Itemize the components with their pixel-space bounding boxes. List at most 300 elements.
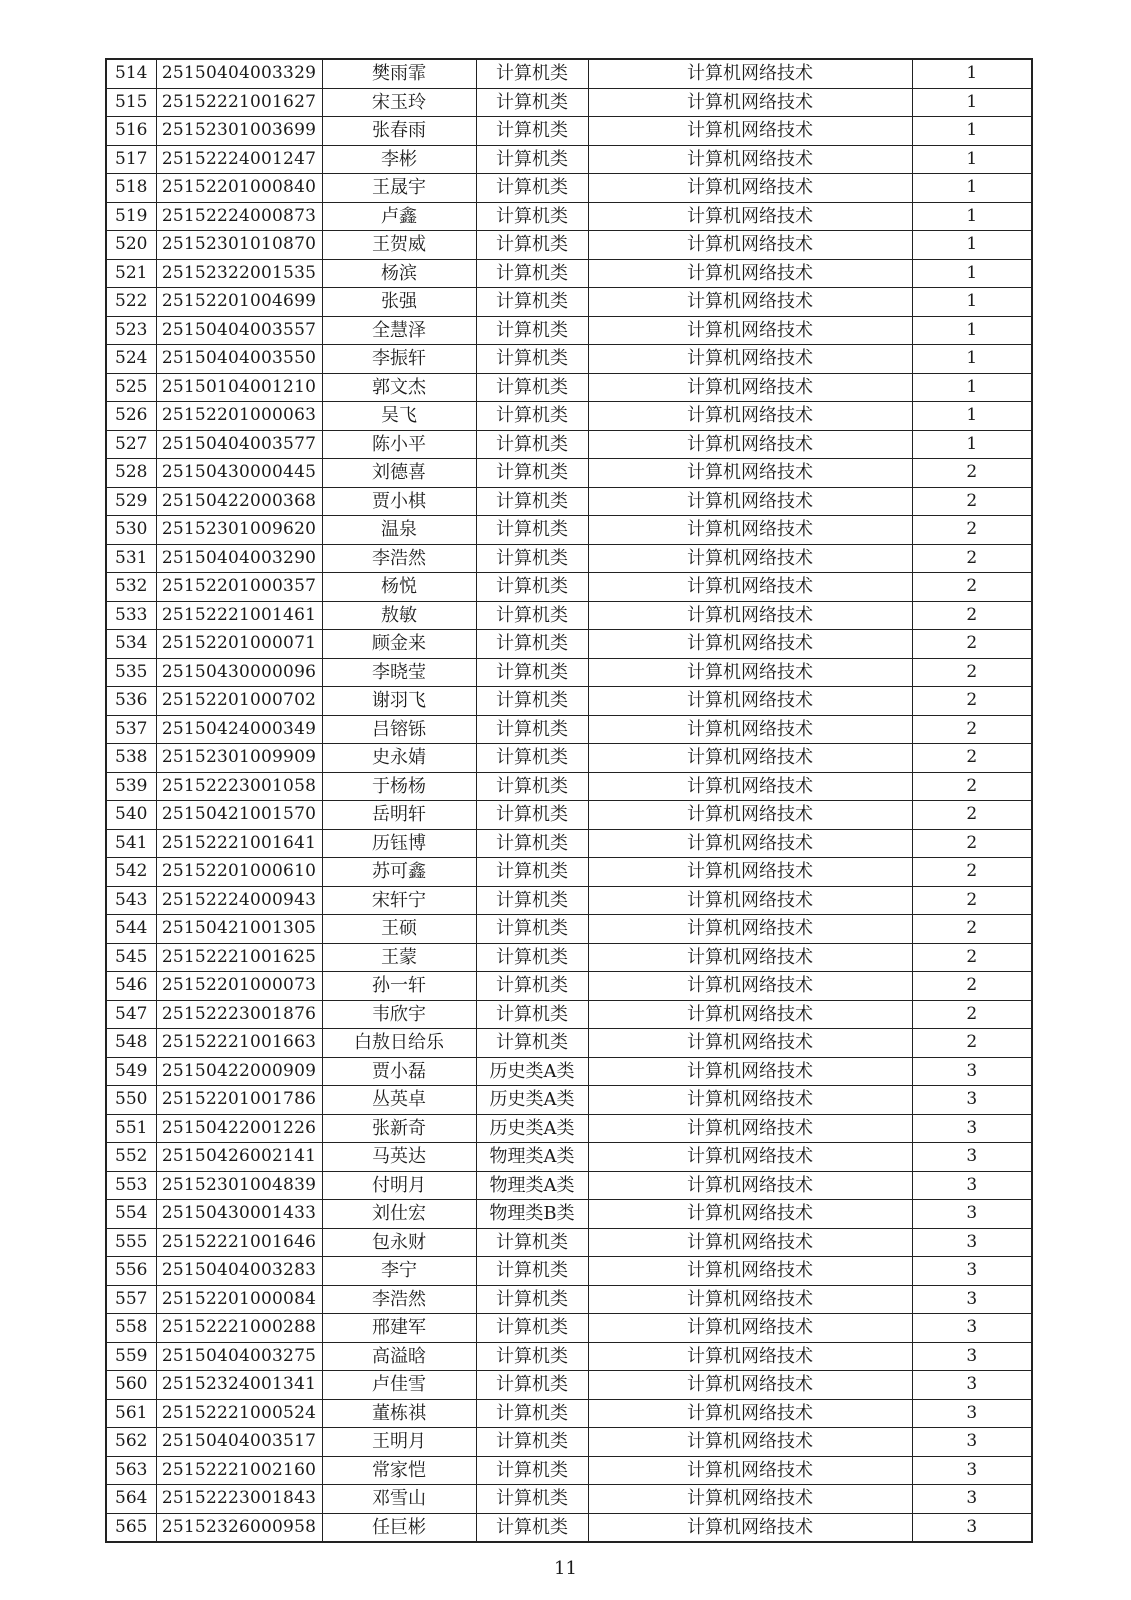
major-cell: 计算机网络技术 [588, 430, 912, 459]
student-name-cell: 岳明轩 [322, 801, 476, 830]
category-cell: 计算机类 [476, 658, 588, 687]
batch-cell: 2 [912, 573, 1032, 602]
table-row [106, 601, 1032, 630]
row-number-cell: 518 [106, 174, 156, 203]
table-row [106, 288, 1032, 317]
student-name-cell: 郭文杰 [322, 373, 476, 402]
table-row [106, 516, 1032, 545]
row-number-cell: 523 [106, 316, 156, 345]
batch-cell: 2 [912, 972, 1032, 1001]
category-cell: 计算机类 [476, 1513, 588, 1542]
major-cell: 计算机网络技术 [588, 516, 912, 545]
table-row [106, 1485, 1032, 1514]
student-name-cell: 白敖日给乐 [322, 1029, 476, 1058]
category-cell: 计算机类 [476, 1228, 588, 1257]
batch-cell: 3 [912, 1171, 1032, 1200]
student-name-cell: 丛英卓 [322, 1086, 476, 1115]
exam-id-cell: 25152301009620 [156, 516, 322, 545]
row-number-cell: 516 [106, 117, 156, 146]
row-number-cell: 519 [106, 202, 156, 231]
exam-id-cell: 25152221001646 [156, 1228, 322, 1257]
batch-cell: 1 [912, 202, 1032, 231]
exam-id-cell: 25152201000357 [156, 573, 322, 602]
student-name-cell: 李彬 [322, 145, 476, 174]
major-cell: 计算机网络技术 [588, 886, 912, 915]
category-cell: 计算机类 [476, 772, 588, 801]
major-cell: 计算机网络技术 [588, 658, 912, 687]
student-name-cell: 温泉 [322, 516, 476, 545]
table-row [106, 1513, 1032, 1542]
row-number-cell: 530 [106, 516, 156, 545]
batch-cell: 2 [912, 687, 1032, 716]
batch-cell: 2 [912, 801, 1032, 830]
exam-id-cell: 25152221002160 [156, 1456, 322, 1485]
batch-cell: 1 [912, 430, 1032, 459]
batch-cell: 2 [912, 915, 1032, 944]
exam-id-cell: 25152201001786 [156, 1086, 322, 1115]
row-number-cell: 551 [106, 1114, 156, 1143]
batch-cell: 3 [912, 1485, 1032, 1514]
major-cell: 计算机网络技术 [588, 1086, 912, 1115]
row-number-cell: 562 [106, 1428, 156, 1457]
table-row [106, 1143, 1032, 1172]
table-row [106, 801, 1032, 830]
exam-id-cell: 25152322001535 [156, 259, 322, 288]
student-name-cell: 李宁 [322, 1257, 476, 1286]
category-cell: 物理类A类 [476, 1143, 588, 1172]
major-cell: 计算机网络技术 [588, 601, 912, 630]
category-cell: 计算机类 [476, 288, 588, 317]
exam-id-cell: 25150426002141 [156, 1143, 322, 1172]
table-row [106, 1342, 1032, 1371]
student-name-cell: 张春雨 [322, 117, 476, 146]
major-cell: 计算机网络技术 [588, 630, 912, 659]
row-number-cell: 529 [106, 487, 156, 516]
major-cell: 计算机网络技术 [588, 1428, 912, 1457]
table-row [106, 174, 1032, 203]
table-row [106, 1029, 1032, 1058]
major-cell: 计算机网络技术 [588, 1143, 912, 1172]
batch-cell: 1 [912, 231, 1032, 260]
batch-cell: 2 [912, 772, 1032, 801]
table-row [106, 1314, 1032, 1343]
student-name-cell: 孙一轩 [322, 972, 476, 1001]
exam-id-cell: 25152201000073 [156, 972, 322, 1001]
table-row [106, 943, 1032, 972]
category-cell: 计算机类 [476, 1485, 588, 1514]
student-name-cell: 卢鑫 [322, 202, 476, 231]
exam-id-cell: 25152223001843 [156, 1485, 322, 1514]
row-number-cell: 549 [106, 1057, 156, 1086]
major-cell: 计算机网络技术 [588, 1285, 912, 1314]
student-name-cell: 李晓莹 [322, 658, 476, 687]
batch-cell: 1 [912, 288, 1032, 317]
batch-cell: 3 [912, 1456, 1032, 1485]
table-row [106, 202, 1032, 231]
category-cell: 历史类A类 [476, 1114, 588, 1143]
major-cell: 计算机网络技术 [588, 1513, 912, 1542]
major-cell: 计算机网络技术 [588, 1257, 912, 1286]
major-cell: 计算机网络技术 [588, 1057, 912, 1086]
table-row [106, 886, 1032, 915]
student-name-cell: 史永婧 [322, 744, 476, 773]
batch-cell: 3 [912, 1314, 1032, 1343]
student-name-cell: 敖敏 [322, 601, 476, 630]
exam-id-cell: 25152221001663 [156, 1029, 322, 1058]
exam-id-cell: 25152224000873 [156, 202, 322, 231]
batch-cell: 2 [912, 1029, 1032, 1058]
batch-cell: 3 [912, 1143, 1032, 1172]
student-name-cell: 刘仕宏 [322, 1200, 476, 1229]
batch-cell: 1 [912, 345, 1032, 374]
student-name-cell: 包永财 [322, 1228, 476, 1257]
batch-cell: 2 [912, 744, 1032, 773]
row-number-cell: 540 [106, 801, 156, 830]
table-row [106, 1371, 1032, 1400]
table-row [106, 1285, 1032, 1314]
student-name-cell: 樊雨霏 [322, 59, 476, 88]
student-name-cell: 吴飞 [322, 402, 476, 431]
table-row [106, 829, 1032, 858]
row-number-cell: 521 [106, 259, 156, 288]
row-number-cell: 560 [106, 1371, 156, 1400]
exam-id-cell: 25150421001570 [156, 801, 322, 830]
table-row [106, 1114, 1032, 1143]
category-cell: 计算机类 [476, 145, 588, 174]
row-number-cell: 541 [106, 829, 156, 858]
table-row [106, 744, 1032, 773]
batch-cell: 1 [912, 117, 1032, 146]
batch-cell: 2 [912, 516, 1032, 545]
category-cell: 计算机类 [476, 516, 588, 545]
row-number-cell: 548 [106, 1029, 156, 1058]
batch-cell: 2 [912, 601, 1032, 630]
exam-id-cell: 25150404003283 [156, 1257, 322, 1286]
student-name-cell: 马英达 [322, 1143, 476, 1172]
exam-id-cell: 25152224001247 [156, 145, 322, 174]
exam-id-cell: 25150404003577 [156, 430, 322, 459]
row-number-cell: 532 [106, 573, 156, 602]
batch-cell: 3 [912, 1200, 1032, 1229]
table-body [106, 59, 1032, 1542]
batch-cell: 3 [912, 1057, 1032, 1086]
table-row [106, 972, 1032, 1001]
student-name-cell: 常家恺 [322, 1456, 476, 1485]
exam-id-cell: 25152301004839 [156, 1171, 322, 1200]
category-cell: 计算机类 [476, 1314, 588, 1343]
batch-cell: 2 [912, 630, 1032, 659]
table-row [106, 915, 1032, 944]
category-cell: 计算机类 [476, 373, 588, 402]
batch-cell: 1 [912, 59, 1032, 88]
major-cell: 计算机网络技术 [588, 544, 912, 573]
exam-id-cell: 25152201000084 [156, 1285, 322, 1314]
table-row [106, 1399, 1032, 1428]
exam-id-cell: 25152221001625 [156, 943, 322, 972]
table-row [106, 459, 1032, 488]
major-cell: 计算机网络技术 [588, 59, 912, 88]
major-cell: 计算机网络技术 [588, 972, 912, 1001]
admission-list-table-container [105, 58, 1031, 1543]
table-row [106, 117, 1032, 146]
row-number-cell: 522 [106, 288, 156, 317]
table-row [106, 1000, 1032, 1029]
student-name-cell: 宋轩宁 [322, 886, 476, 915]
table-row [106, 402, 1032, 431]
category-cell: 计算机类 [476, 1029, 588, 1058]
row-number-cell: 550 [106, 1086, 156, 1115]
exam-id-cell: 25152221001461 [156, 601, 322, 630]
batch-cell: 3 [912, 1342, 1032, 1371]
major-cell: 计算机网络技术 [588, 145, 912, 174]
category-cell: 计算机类 [476, 1456, 588, 1485]
major-cell: 计算机网络技术 [588, 858, 912, 887]
table-row [106, 1086, 1032, 1115]
exam-id-cell: 25152201004699 [156, 288, 322, 317]
major-cell: 计算机网络技术 [588, 801, 912, 830]
row-number-cell: 553 [106, 1171, 156, 1200]
table-row [106, 1456, 1032, 1485]
batch-cell: 3 [912, 1114, 1032, 1143]
table-row [106, 88, 1032, 117]
student-name-cell: 李浩然 [322, 544, 476, 573]
student-name-cell: 任巨彬 [322, 1513, 476, 1542]
row-number-cell: 564 [106, 1485, 156, 1514]
row-number-cell: 524 [106, 345, 156, 374]
exam-id-cell: 25152221001627 [156, 88, 322, 117]
row-number-cell: 557 [106, 1285, 156, 1314]
major-cell: 计算机网络技术 [588, 943, 912, 972]
exam-id-cell: 25150421001305 [156, 915, 322, 944]
table-row [106, 630, 1032, 659]
student-name-cell: 王晟宇 [322, 174, 476, 203]
category-cell: 计算机类 [476, 231, 588, 260]
category-cell: 计算机类 [476, 59, 588, 88]
batch-cell: 3 [912, 1086, 1032, 1115]
exam-id-cell: 25150422001226 [156, 1114, 322, 1143]
exam-id-cell: 25152221000524 [156, 1399, 322, 1428]
major-cell: 计算机网络技术 [588, 1029, 912, 1058]
exam-id-cell: 25152224000943 [156, 886, 322, 915]
exam-id-cell: 25152223001876 [156, 1000, 322, 1029]
row-number-cell: 563 [106, 1456, 156, 1485]
major-cell: 计算机网络技术 [588, 915, 912, 944]
major-cell: 计算机网络技术 [588, 345, 912, 374]
table-row [106, 59, 1032, 88]
student-name-cell: 韦欣宇 [322, 1000, 476, 1029]
category-cell: 计算机类 [476, 886, 588, 915]
student-name-cell: 王硕 [322, 915, 476, 944]
batch-cell: 2 [912, 886, 1032, 915]
major-cell: 计算机网络技术 [588, 288, 912, 317]
major-cell: 计算机网络技术 [588, 1456, 912, 1485]
exam-id-cell: 25150430000096 [156, 658, 322, 687]
category-cell: 计算机类 [476, 972, 588, 1001]
batch-cell: 1 [912, 316, 1032, 345]
category-cell: 计算机类 [476, 1285, 588, 1314]
table-row [106, 231, 1032, 260]
batch-cell: 3 [912, 1428, 1032, 1457]
major-cell: 计算机网络技术 [588, 744, 912, 773]
exam-id-cell: 25152301009909 [156, 744, 322, 773]
major-cell: 计算机网络技术 [588, 373, 912, 402]
major-cell: 计算机网络技术 [588, 231, 912, 260]
table-row [106, 858, 1032, 887]
category-cell: 计算机类 [476, 915, 588, 944]
major-cell: 计算机网络技术 [588, 1399, 912, 1428]
batch-cell: 3 [912, 1285, 1032, 1314]
row-number-cell: 520 [106, 231, 156, 260]
major-cell: 计算机网络技术 [588, 402, 912, 431]
category-cell: 计算机类 [476, 1399, 588, 1428]
batch-cell: 2 [912, 1000, 1032, 1029]
table-row [106, 259, 1032, 288]
exam-id-cell: 25152301003699 [156, 117, 322, 146]
major-cell: 计算机网络技术 [588, 259, 912, 288]
row-number-cell: 527 [106, 430, 156, 459]
student-name-cell: 张新奇 [322, 1114, 476, 1143]
row-number-cell: 544 [106, 915, 156, 944]
batch-cell: 1 [912, 174, 1032, 203]
student-name-cell: 邓雪山 [322, 1485, 476, 1514]
row-number-cell: 535 [106, 658, 156, 687]
exam-id-cell: 25152324001341 [156, 1371, 322, 1400]
category-cell: 物理类B类 [476, 1200, 588, 1229]
row-number-cell: 537 [106, 715, 156, 744]
table-row [106, 345, 1032, 374]
row-number-cell: 542 [106, 858, 156, 887]
table-row [106, 544, 1032, 573]
row-number-cell: 538 [106, 744, 156, 773]
table-row [106, 573, 1032, 602]
major-cell: 计算机网络技术 [588, 772, 912, 801]
table-row [106, 1228, 1032, 1257]
table-row [106, 658, 1032, 687]
row-number-cell: 534 [106, 630, 156, 659]
row-number-cell: 539 [106, 772, 156, 801]
category-cell: 计算机类 [476, 630, 588, 659]
category-cell: 计算机类 [476, 573, 588, 602]
major-cell: 计算机网络技术 [588, 573, 912, 602]
exam-id-cell: 25152201000610 [156, 858, 322, 887]
category-cell: 计算机类 [476, 829, 588, 858]
batch-cell: 3 [912, 1257, 1032, 1286]
category-cell: 计算机类 [476, 1371, 588, 1400]
major-cell: 计算机网络技术 [588, 687, 912, 716]
exam-id-cell: 25152201000063 [156, 402, 322, 431]
exam-id-cell: 25150424000349 [156, 715, 322, 744]
category-cell: 计算机类 [476, 1000, 588, 1029]
table-row [106, 1171, 1032, 1200]
table-row [106, 1257, 1032, 1286]
exam-id-cell: 25150422000368 [156, 487, 322, 516]
row-number-cell: 536 [106, 687, 156, 716]
student-name-cell: 刘德喜 [322, 459, 476, 488]
category-cell: 历史类A类 [476, 1057, 588, 1086]
major-cell: 计算机网络技术 [588, 1485, 912, 1514]
exam-id-cell: 25150404003275 [156, 1342, 322, 1371]
table-row [106, 373, 1032, 402]
student-name-cell: 苏可鑫 [322, 858, 476, 887]
student-name-cell: 李浩然 [322, 1285, 476, 1314]
row-number-cell: 556 [106, 1257, 156, 1286]
exam-id-cell: 25150404003329 [156, 59, 322, 88]
table-row [106, 1428, 1032, 1457]
table-row [106, 1200, 1032, 1229]
row-number-cell: 559 [106, 1342, 156, 1371]
category-cell: 计算机类 [476, 858, 588, 887]
category-cell: 计算机类 [476, 601, 588, 630]
exam-id-cell: 25150404003550 [156, 345, 322, 374]
student-name-cell: 杨悦 [322, 573, 476, 602]
student-name-cell: 王贺威 [322, 231, 476, 260]
row-number-cell: 526 [106, 402, 156, 431]
category-cell: 计算机类 [476, 259, 588, 288]
student-name-cell: 王蒙 [322, 943, 476, 972]
exam-id-cell: 25152221001641 [156, 829, 322, 858]
exam-id-cell: 25150104001210 [156, 373, 322, 402]
batch-cell: 2 [912, 829, 1032, 858]
category-cell: 计算机类 [476, 1428, 588, 1457]
student-name-cell: 贾小棋 [322, 487, 476, 516]
student-name-cell: 杨滨 [322, 259, 476, 288]
batch-cell: 1 [912, 402, 1032, 431]
table-row [106, 487, 1032, 516]
table-row [106, 772, 1032, 801]
major-cell: 计算机网络技术 [588, 202, 912, 231]
category-cell: 计算机类 [476, 402, 588, 431]
row-number-cell: 565 [106, 1513, 156, 1542]
category-cell: 计算机类 [476, 1257, 588, 1286]
category-cell: 计算机类 [476, 715, 588, 744]
category-cell: 计算机类 [476, 801, 588, 830]
exam-id-cell: 25150404003517 [156, 1428, 322, 1457]
category-cell: 计算机类 [476, 316, 588, 345]
category-cell: 计算机类 [476, 744, 588, 773]
batch-cell: 3 [912, 1371, 1032, 1400]
major-cell: 计算机网络技术 [588, 316, 912, 345]
category-cell: 计算机类 [476, 202, 588, 231]
row-number-cell: 533 [106, 601, 156, 630]
student-name-cell: 董栋祺 [322, 1399, 476, 1428]
exam-id-cell: 25150404003557 [156, 316, 322, 345]
student-name-cell: 王明月 [322, 1428, 476, 1457]
student-name-cell: 历钰博 [322, 829, 476, 858]
batch-cell: 3 [912, 1228, 1032, 1257]
batch-cell: 2 [912, 658, 1032, 687]
student-name-cell: 贾小磊 [322, 1057, 476, 1086]
student-name-cell: 顾金来 [322, 630, 476, 659]
major-cell: 计算机网络技术 [588, 88, 912, 117]
table-row [106, 316, 1032, 345]
category-cell: 计算机类 [476, 1342, 588, 1371]
category-cell: 历史类A类 [476, 1086, 588, 1115]
exam-id-cell: 25150430000445 [156, 459, 322, 488]
row-number-cell: 561 [106, 1399, 156, 1428]
exam-id-cell: 25152326000958 [156, 1513, 322, 1542]
category-cell: 计算机类 [476, 117, 588, 146]
student-name-cell: 陈小平 [322, 430, 476, 459]
batch-cell: 2 [912, 487, 1032, 516]
major-cell: 计算机网络技术 [588, 1171, 912, 1200]
table-row [106, 430, 1032, 459]
student-name-cell: 李振轩 [322, 345, 476, 374]
row-number-cell: 531 [106, 544, 156, 573]
admission-list-table [105, 58, 1033, 1543]
row-number-cell: 525 [106, 373, 156, 402]
batch-cell: 1 [912, 88, 1032, 117]
table-row [106, 715, 1032, 744]
